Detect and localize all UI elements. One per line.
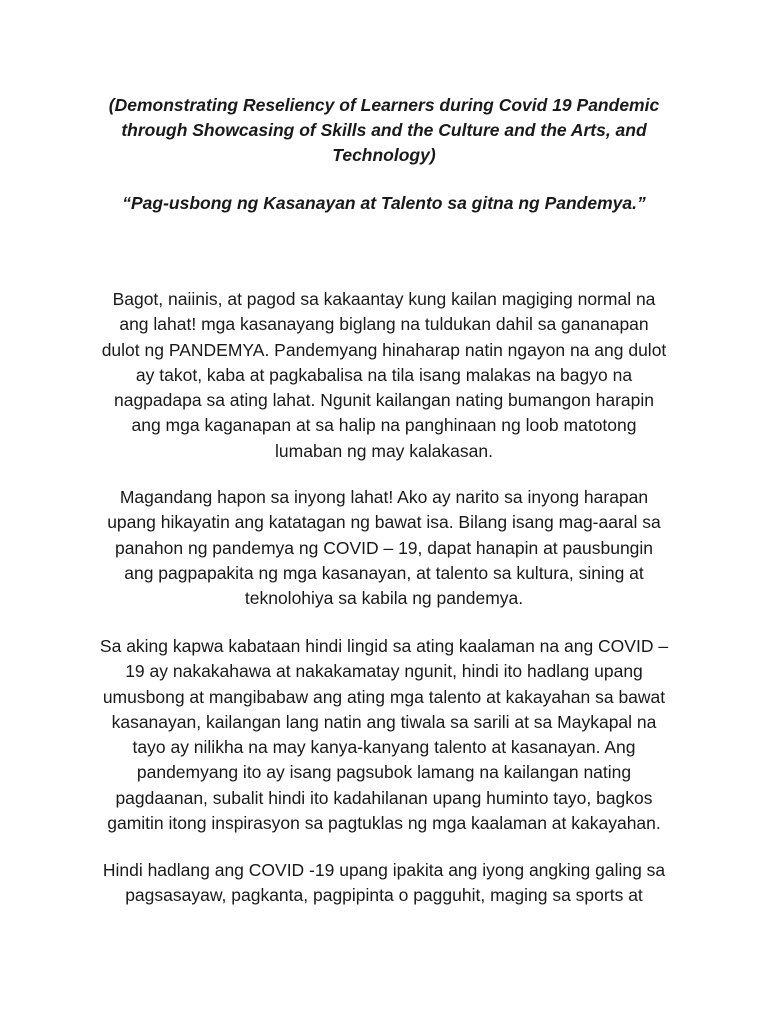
- theme-line: “Pag-usbong ng Kasanayan at Talento sa gitna ng Pandemya.”: [122, 193, 646, 213]
- paragraph-line: panahon ng pandemya ng COVID – 19, dapat hanapin at pausbungin: [114, 537, 654, 558]
- paragraph-line: 19 ay nakakahawa at nakakamatay ngunit, hindi ito hadlang upang: [125, 661, 643, 682]
- paragraph-line: kasanayan, kailangan lang natin ang tiwala sa sarili at sa Maykapal na: [111, 711, 657, 732]
- paragraph-line: Bagot, naiinis, at pagod sa kakaantay kung kailan magiging normal na: [112, 289, 656, 309]
- paragraph-line: ang pagpapakita ng mga kasanayan, at talento sa kultura, sining at: [124, 562, 644, 583]
- paragraph-line: ang mga kaganapan at sa halip na panghinaan ng loob matotong: [131, 415, 637, 436]
- paragraph-1: [58, 287, 710, 464]
- paragraph-4: [58, 858, 710, 909]
- paragraph-line: pagdaanan, subalit hindi ito kadahilanan upang huminto tayo, bagkos: [115, 787, 653, 808]
- paragraph-line: nagpadapa sa ating lahat. Ngunit kailangan nating bumangon harapin: [113, 390, 654, 411]
- document-subtitle: [70, 93, 698, 168]
- subtitle-line: through Showcasing of Skills and the Culture and the Arts, and: [121, 120, 647, 140]
- paragraph-line: umusbong at mangibabaw ang ating mga talento at kakayahan sa bawat: [102, 686, 666, 707]
- paragraph-line: pandemyang ito ay isang pagsubok lamang na kailangan nating: [136, 762, 632, 783]
- paragraph-line: upang hikayatin ang katatagan ng bawat isa. Bilang isang mag-aaral sa: [107, 512, 661, 533]
- paragraph-line: Magandang hapon sa inyong lahat! Ako ay narito sa inyong harapan: [119, 487, 649, 507]
- paragraph-line: gamitin itong inspirasyon sa pagtuklas ng mga kaalaman at kakayahan.: [107, 813, 661, 834]
- subtitle-line: (Demonstrating Reseliency of Learners during Covid 19 Pandemic: [108, 95, 660, 115]
- paragraph-line: Sa aking kapwa kabataan hindi lingid sa ating kaalaman na ang COVID –: [99, 636, 669, 656]
- paragraph-3: [58, 634, 710, 836]
- document-theme: [70, 191, 698, 216]
- subtitle-line: Technology): [332, 145, 436, 165]
- paragraph-2: [58, 485, 710, 611]
- paragraph-line: dulot ng PANDEMYA. Pandemyang hinaharap natin ngayon na ang dulot: [101, 339, 667, 360]
- paragraph-line: Hindi hadlang ang COVID -19 upang ipakita ang iyong angking galing sa: [102, 860, 666, 880]
- paragraph-line: tayo ay nilikha na may kanya-kanyang talento at kasanayan. Ang: [132, 737, 636, 758]
- paragraph-line: lumaban ng may kalakasan.: [275, 440, 493, 461]
- paragraph-line: teknolohiya sa kabila ng pandemya.: [244, 588, 524, 609]
- paragraph-line: pagsasayaw, pagkanta, pagpipinta o pagguhit, maging sa sports at: [125, 885, 643, 906]
- paragraph-line: ay takot, kaba at pagkabalisa na tila isang malakas na bagyo na: [135, 364, 633, 385]
- paragraph-line: ang lahat! mga kasanayang biglang na tuldukan dahil sa gananapan: [119, 314, 649, 335]
